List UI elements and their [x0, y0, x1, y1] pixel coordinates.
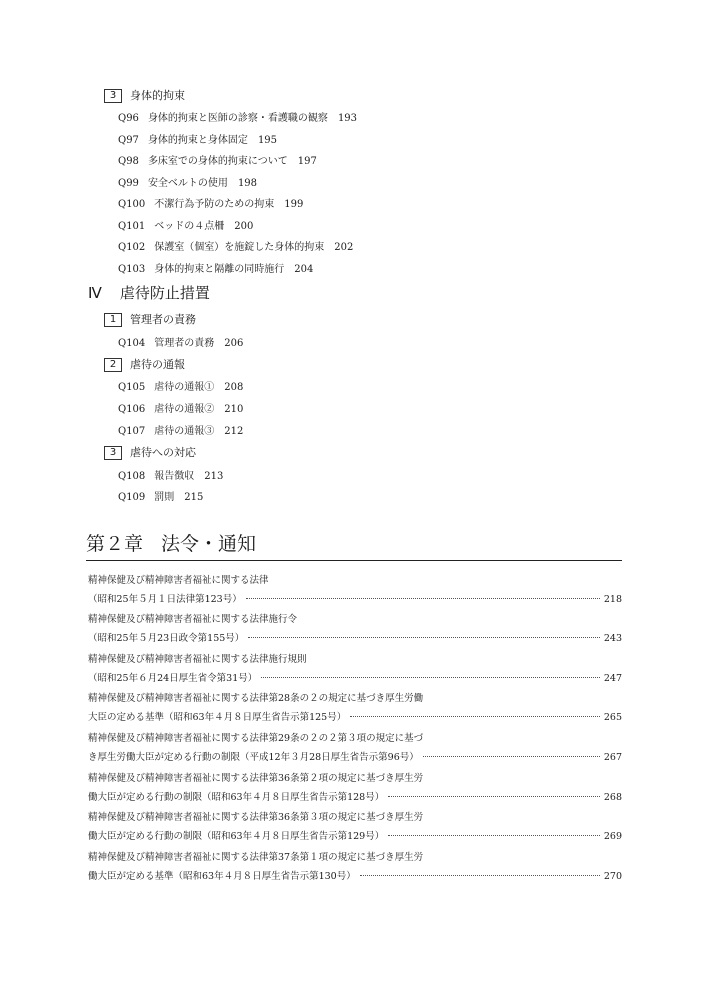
dot-leader	[350, 716, 600, 717]
section-heading-abuse-report[interactable]	[104, 358, 185, 372]
dot-leader	[246, 598, 600, 599]
law-entry[interactable]	[88, 769, 622, 807]
question-id: Q100	[118, 199, 146, 210]
section-title: 管理者の責務	[130, 313, 196, 326]
section-heading-manager-duty[interactable]	[104, 313, 196, 327]
question-id: Q102	[118, 242, 146, 253]
question-title: 身体的拘束と身体固定	[147, 135, 248, 146]
toc-entry-q107[interactable]	[118, 425, 243, 439]
page-number: 193	[337, 113, 358, 124]
toc-entry-q106[interactable]	[118, 403, 243, 417]
page-number: 268	[603, 792, 622, 803]
law-entry[interactable]	[88, 610, 622, 648]
chapter-title: 法令・通知	[161, 533, 257, 555]
question-title: 虐待の通報③	[154, 426, 215, 437]
question-title: 不潔行為予防のための拘束	[154, 199, 275, 210]
dot-leader	[261, 677, 600, 678]
toc-entry-q104[interactable]	[118, 337, 243, 351]
question-title: 虐待の通報①	[154, 382, 215, 393]
dot-leader	[388, 835, 600, 836]
question-id: Q108	[118, 471, 146, 482]
law-title-cont: 働大臣が定める基準（昭和63年４月８日厚生省告示第130号）	[88, 871, 356, 882]
law-title-cont: 働大臣が定める行動の制限（昭和63年４月８日厚生省告示第128号）	[88, 792, 385, 803]
law-title-cont: （昭和25年５月１日法律第123号）	[88, 594, 242, 605]
section-number-box: 3	[104, 89, 122, 103]
law-entry[interactable]	[88, 571, 622, 609]
section-heading-restraint[interactable]	[104, 89, 185, 103]
question-id: Q107	[118, 426, 146, 437]
law-entry[interactable]	[88, 808, 622, 846]
question-title: 身体的拘束と隔離の同時施行	[154, 264, 285, 275]
page-number: 243	[603, 633, 622, 644]
dot-leader	[360, 875, 600, 876]
question-id: Q109	[118, 492, 146, 503]
page-number: 202	[334, 242, 354, 253]
question-id: Q96	[118, 113, 139, 124]
question-title: 身体的拘束と医師の診察・看護職の観察	[147, 113, 328, 124]
question-id: Q98	[118, 156, 139, 167]
toc-entry-q108[interactable]	[118, 470, 223, 484]
section-number-box: 2	[104, 358, 122, 372]
question-title: 管理者の責務	[154, 338, 215, 349]
page-number: 199	[284, 199, 304, 210]
question-title: 安全ベルトの使用	[147, 178, 228, 189]
law-entry[interactable]	[88, 689, 622, 727]
law-title: 精神保健及び精神障害者福祉に関する法律第36条第３項の規定に基づき厚生労	[88, 812, 424, 823]
question-title: 報告徴収	[154, 471, 195, 482]
law-title-cont: （昭和25年５月23日政令第155号）	[88, 633, 245, 644]
toc-entry-q100[interactable]	[118, 198, 303, 212]
question-id: Q104	[118, 338, 146, 349]
toc-entry-q97[interactable]	[118, 134, 277, 148]
dot-leader	[388, 796, 600, 797]
page-number: 197	[297, 156, 317, 167]
section-title: 虐待への対応	[130, 446, 196, 459]
law-entry[interactable]	[88, 729, 622, 767]
question-id: Q101	[118, 221, 146, 232]
page-number: 206	[224, 338, 244, 349]
law-title: 精神保健及び精神障害者福祉に関する法律施行令	[88, 614, 298, 625]
page-number: 267	[603, 752, 622, 763]
page-number: 270	[603, 871, 622, 882]
toc-entry-q103[interactable]	[118, 263, 313, 277]
part-heading-abuse-prevention[interactable]	[88, 284, 210, 302]
page-number: 198	[237, 178, 258, 189]
page-number: 212	[224, 426, 244, 437]
question-id: Q99	[118, 178, 139, 189]
law-entry[interactable]	[88, 848, 622, 886]
section-number-box: 3	[104, 446, 122, 460]
page-number: 218	[603, 594, 622, 605]
part-title: 虐待防止措置	[119, 284, 210, 302]
law-title: 精神保健及び精神障害者福祉に関する法律第28条の２の規定に基づき厚生労働	[88, 693, 424, 704]
question-title: ベッドの４点柵	[154, 221, 225, 232]
question-title: 罰則	[154, 492, 175, 503]
page-number: 200	[234, 221, 254, 232]
question-id: Q97	[118, 135, 139, 146]
law-title: 精神保健及び精神障害者福祉に関する法律第37条第１項の規定に基づき厚生労	[88, 852, 424, 863]
page-number: 213	[204, 471, 224, 482]
section-title: 虐待の通報	[130, 358, 185, 371]
section-number-box: 1	[104, 313, 122, 327]
dot-leader	[248, 637, 600, 638]
dot-leader	[423, 756, 600, 757]
toc-entry-q99[interactable]	[118, 177, 257, 191]
chapter-number: 第２章	[86, 533, 144, 555]
law-entry[interactable]	[88, 650, 622, 688]
law-title: 精神保健及び精神障害者福祉に関する法律施行規則	[88, 654, 307, 665]
question-title: 保護室（個室）を施錠した身体的拘束	[154, 242, 325, 253]
question-title: 虐待の通報②	[154, 404, 215, 415]
page-number: 247	[603, 673, 622, 684]
law-title: 精神保健及び精神障害者福祉に関する法律第36条第２項の規定に基づき厚生労	[88, 773, 424, 784]
toc-entry-q105[interactable]	[118, 381, 243, 395]
question-title: 多床室での身体的拘束について	[147, 156, 288, 167]
page-number: 210	[224, 404, 244, 415]
toc-entry-q96[interactable]	[118, 112, 357, 126]
part-number: Ⅳ	[88, 284, 102, 302]
chapter-heading[interactable]	[86, 532, 622, 561]
question-id: Q105	[118, 382, 146, 393]
toc-entry-q102[interactable]	[118, 241, 353, 255]
law-title-cont: （昭和25年６月24日厚生省令第31号）	[88, 673, 258, 684]
page-number: 208	[224, 382, 244, 393]
question-id: Q103	[118, 264, 146, 275]
page-number: 215	[184, 492, 204, 503]
toc-entry-q101[interactable]	[118, 220, 253, 234]
page-number: 265	[603, 712, 622, 723]
law-title: 精神保健及び精神障害者福祉に関する法律第29条の２の２第３項の規定に基づ	[88, 733, 424, 744]
law-title: 精神保健及び精神障害者福祉に関する法律	[88, 575, 269, 586]
question-id: Q106	[118, 404, 146, 415]
law-title-cont: 働大臣が定める行動の制限（昭和63年４月８日厚生省告示第129号）	[88, 831, 385, 842]
toc-entry-q109[interactable]	[118, 491, 203, 505]
law-title-cont: 大臣の定める基準（昭和63年４月８日厚生省告示第125号）	[88, 712, 347, 723]
toc-entry-q98[interactable]	[118, 155, 317, 169]
page-number: 269	[603, 831, 622, 842]
page-number: 204	[294, 264, 314, 275]
law-title-cont: き厚生労働大臣が定める行動の制限（平成12年３月28日厚生省告示第96号）	[88, 752, 419, 763]
section-heading-abuse-response[interactable]	[104, 446, 196, 460]
page-number: 195	[257, 135, 278, 146]
section-title: 身体的拘束	[130, 89, 185, 102]
